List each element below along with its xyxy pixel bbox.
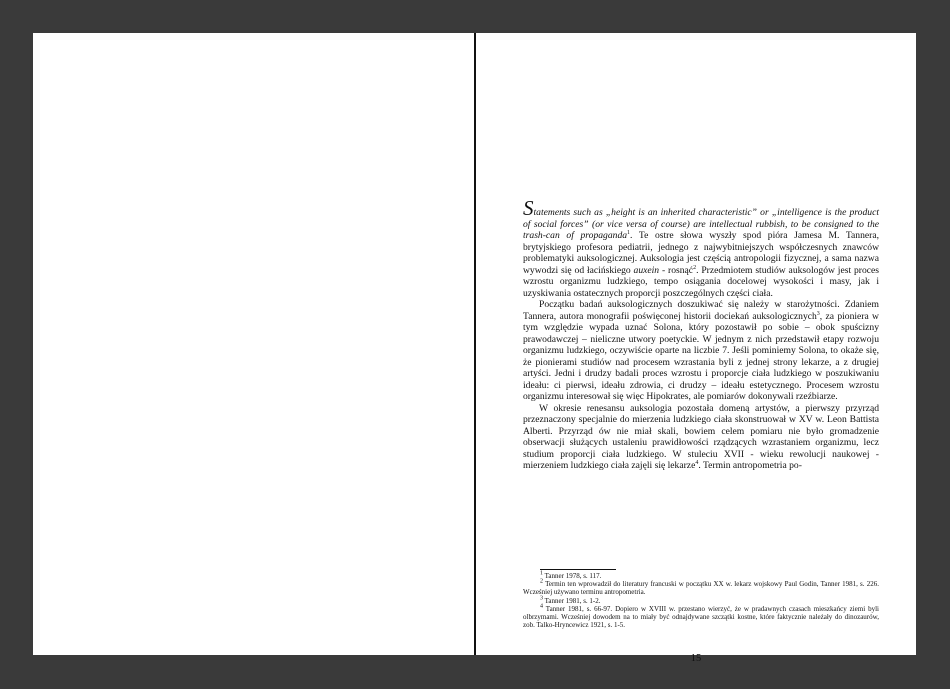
footnote-ref-3[interactable]: 3 xyxy=(816,310,820,317)
paragraph-2: Początku badań auksologicznych doszukiwać się należy w starożytności. Zdaniem Tannera, autora monografii poświęconej historii dociekań auksologicznych$^3$, za pioniera w tym względzie wypada uznać Solona, który pozostawił po sobie – obok spuścizny prawodawczej – nieliczne utwory poetyckie. W jednym z nich przedstawił etapy rozwoju organizmu ludzkiego, oczywiście oparte na liczbie 7. Jeśli pominiemy Solona, to okaże się, że pionierami studiów nad procesem wzrastania byli z jednej strony lekarze, a z drugiej artyści. Jedni i drudzy badali proces wzrostu i proporcje ciała ludzkiego w poszukiwaniu ideału: ci pierwsi, ideału zdrowia, ci drudzy – ideału estetycznego. Procesem wzrostu organizmu interesował się więc Hipokrates, ale pomiarów dokonywali rzeźbiarze. xyxy=(523,299,879,402)
footnote-rule xyxy=(540,569,616,570)
latin-word: auxein xyxy=(633,264,660,276)
right-page xyxy=(476,33,916,664)
body-text xyxy=(523,196,879,472)
footnote-2: $^2$ Termin ten wprowadził do literatury francuski w początku XX w. lekarz wojskowy Paul Godin, Tanner 1981, s. 226. Wcześniej używano terminu antropometria. xyxy=(523,578,879,597)
left-page xyxy=(33,33,474,655)
page-number: 15 xyxy=(690,653,702,664)
footnotes xyxy=(523,569,879,629)
footnote-ref-2[interactable]: 2 xyxy=(693,264,697,271)
footnote-4: $^4$ Tanner 1981, s. 66-97. Dopiero w XVIII w. przestano wierzyć, że w pradawnych czasach mieszkańcy ziemi byli olbrzymami. Wcześniej dowodem na to miały być odnajdywane szczątki kostne, które faktycznie należały do dinozaurów, zob. Talko-Hryncewicz 1921, s. 1-5. xyxy=(523,603,879,630)
drop-cap: S xyxy=(523,196,534,220)
paragraph-3: W okresie renesansu auksologia pozostała domeną artystów, a pierwszy przyrząd przeznaczony specjalnie do mierzenia ludzkiego ciała skonstruował w XV w. Leon Battista Alberti. Przyrząd ów nie miał skali, bowiem celem pomiaru nie było gromadzenie obserwacji służących ustaleniu prawidłowości rządzących wzrastaniem organizmu, lecz studium proporcji ciała ludzkiego. W stuleciu XVII - wieku rewolucji naukowej - mierzeniem ludzkiego ciała zajęli się lekarze$^4$. Termin antropometria po- xyxy=(523,402,879,471)
footnote-3: $^3$ Tanner 1981, s. 1-2. xyxy=(540,595,601,605)
footnote-ref-4[interactable]: 4 xyxy=(695,459,699,466)
paragraph-1: Statements such as „height is an inherited characteristic” or „intelligence is the product of social forces” (or vice versa of course) are intellectual rubbish, to be consigned to the trash-can of propaganda$^1$. Te ostre słowa wyszły spod pióra Jamesa M. Tannera, brytyjskiego profesora pediatrii, jednego z najwybitniejszych współczesnych znawców problematyki auksologicznej. Auksologia jest częścią antropologii fizycznej, a sama nazwa wywodzi się od łacińskiego auxein - rosnąć$^2$. Przedmiotem studiów auksologów jest proces wzrostu organizmu ludzkiego, tempo osiągania docelowej wysokości i masy, jak i uzyskiwania ostatecznych proporcji poszczególnych części ciała. xyxy=(523,196,879,299)
footnote-1: $^1$ Tanner 1978, s. 117. xyxy=(540,570,602,580)
footnote-ref-1[interactable]: 1 xyxy=(627,229,631,236)
lead-quote: tatements such as „height is an inherited characteristic” or „intelligence is the product of social forces” (or vice versa of course) are intellectual rubbish, to be consigned to the trash-can of propaganda xyxy=(523,207,879,241)
